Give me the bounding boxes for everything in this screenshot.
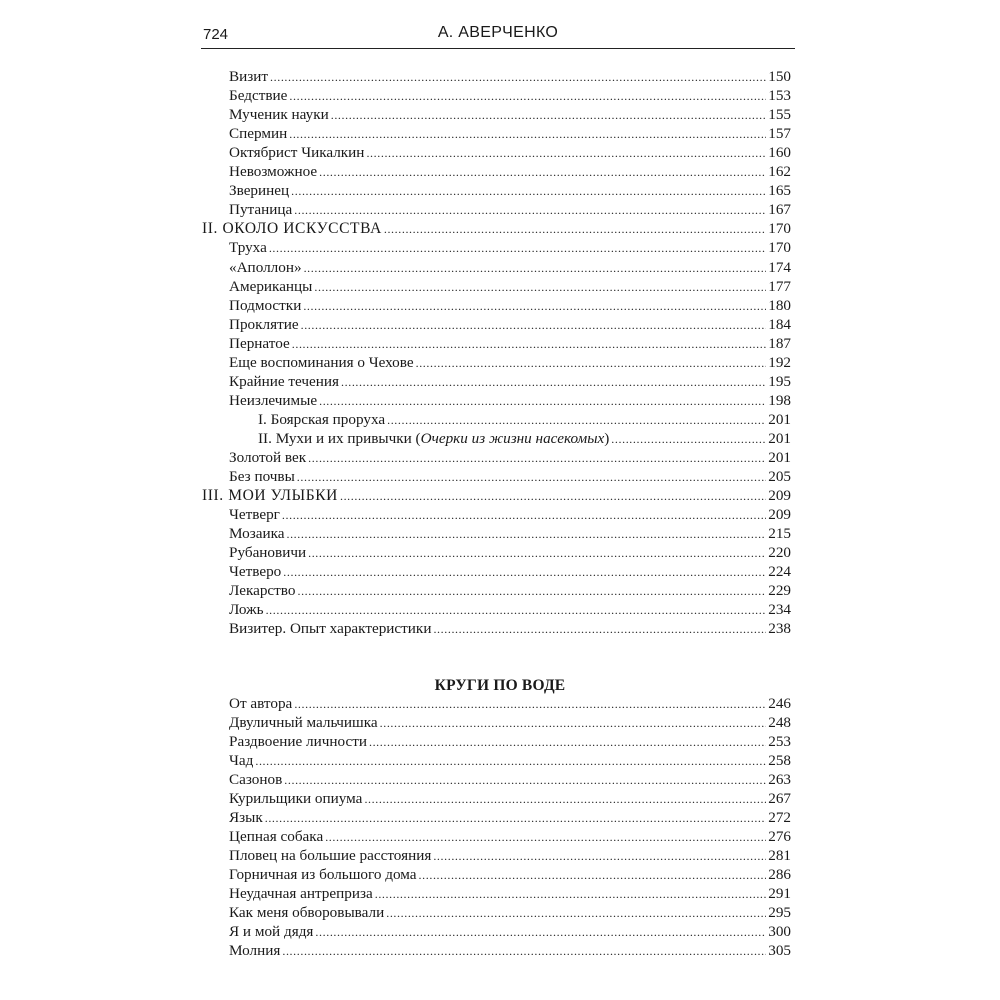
toc-page-number: 198: [768, 391, 791, 409]
toc-entry: [229, 581, 791, 601]
dot-leader: [265, 808, 767, 828]
toc-page-number: 263: [768, 771, 791, 788]
toc-entry: [229, 277, 791, 297]
toc-entry-title: Ложь: [229, 601, 264, 619]
toc-page-number: 187: [768, 334, 791, 352]
toc-entry-title: Визит: [229, 68, 269, 85]
toc-page-number: 180: [768, 296, 791, 314]
dot-leader: [325, 827, 766, 847]
toc-page-number: 276: [768, 828, 791, 845]
toc-entry: [229, 846, 791, 866]
toc-entry-title-italic: Очерки из жизни насекомых: [420, 429, 605, 447]
toc-entry: [229, 865, 791, 885]
toc-page-number: 184: [768, 315, 791, 333]
toc-entry-title: III. МОИ УЛЫБКИ: [202, 487, 338, 505]
toc-entry: [229, 713, 791, 733]
toc-page-number: 162: [768, 163, 791, 181]
dot-leader: [291, 181, 766, 201]
dot-leader: [282, 505, 766, 525]
dot-leader: [384, 219, 766, 239]
toc-entry: [229, 143, 791, 163]
toc-page-number: 165: [768, 182, 791, 200]
toc-entry-title: Бедствие: [229, 87, 288, 105]
dot-leader: [387, 410, 766, 430]
toc-entry: [229, 505, 791, 525]
toc-page-number: 209: [768, 487, 791, 505]
toc-entry-title: Двуличный мальчишка: [229, 714, 378, 731]
toc-page-number: 253: [768, 733, 791, 750]
toc-entry: [229, 200, 791, 220]
toc-page-number: 224: [768, 563, 791, 581]
toc-page-number: 195: [768, 372, 791, 390]
toc-page-number: 209: [768, 506, 791, 524]
toc-entry-title: Октябрист Чикалкин: [229, 144, 365, 162]
toc-entry-title: Подмостки: [229, 296, 302, 314]
toc-page-number: 155: [768, 106, 791, 124]
toc-entry: [229, 334, 791, 354]
dot-leader: [319, 162, 766, 182]
dot-leader: [294, 200, 766, 220]
toc-entry: [229, 884, 791, 904]
toc-page-number: 238: [768, 620, 791, 638]
toc-entry: [229, 353, 791, 373]
dot-leader: [269, 238, 766, 258]
toc-page-number: 272: [768, 809, 791, 826]
toc-entry-title: «Аполлон»: [229, 258, 302, 276]
toc-entry: [229, 86, 791, 106]
toc-entry: [229, 922, 791, 942]
toc-entry-title: Золотой век: [229, 449, 307, 466]
toc-entry: [229, 732, 791, 752]
toc-entry-title: Рубановичи: [229, 544, 307, 562]
dot-leader: [419, 865, 767, 885]
toc-entry: [229, 467, 791, 487]
toc-entry: [229, 181, 791, 201]
dot-leader: [289, 124, 766, 144]
toc-entry-title: Американцы: [229, 277, 313, 295]
toc-page-number: 170: [768, 239, 791, 257]
dot-leader: [301, 315, 767, 335]
dot-leader: [304, 258, 767, 278]
toc-entry-title: Мозаика: [229, 525, 285, 543]
toc-entry: [258, 429, 791, 449]
dot-leader: [289, 86, 766, 106]
toc-entry-title: Спермин: [229, 125, 288, 143]
dot-leader: [303, 296, 766, 316]
dot-leader: [308, 543, 766, 563]
toc-entry-title: Путаница: [229, 201, 293, 219]
toc-page-number: 201: [768, 449, 791, 466]
dot-leader: [375, 884, 766, 904]
toc-entry-title: Горничная из большого дома: [229, 866, 417, 883]
toc-page-number: 174: [768, 258, 791, 276]
toc-entry: [229, 296, 791, 316]
dot-leader: [255, 751, 766, 771]
dot-leader: [340, 486, 766, 506]
toc-entry-title: Мученик науки: [229, 106, 329, 124]
toc-entry: [229, 808, 791, 828]
toc-entry-title: Язык: [229, 809, 263, 826]
toc-section-entry: [202, 486, 791, 506]
toc-page-number: 246: [768, 695, 791, 712]
toc-entry: [229, 524, 791, 544]
page-number: 724: [203, 26, 229, 43]
toc-page-number: 295: [768, 904, 791, 921]
toc-entry: [229, 903, 791, 923]
dot-leader: [266, 600, 767, 620]
dot-leader: [319, 391, 766, 411]
toc-page-number: 160: [768, 144, 791, 162]
dot-leader: [416, 353, 767, 373]
toc-page-number: 258: [768, 752, 791, 769]
toc-entry: [229, 770, 791, 790]
toc-entry-title: I. Боярская проруха: [258, 410, 386, 428]
toc-entry-title: Неудачная антреприза: [229, 885, 373, 902]
toc-page-number: 220: [768, 544, 791, 562]
toc-entry: [229, 619, 791, 639]
toc-entry-title: Без почвы: [229, 468, 295, 486]
toc-page-number: 167: [768, 201, 791, 219]
toc-entry-title: Пловец на большие расстояния: [229, 847, 432, 864]
toc-entry-title: Как меня обворовывали: [229, 904, 385, 921]
toc-entry-title: Я и мой дядя: [229, 923, 314, 940]
dot-leader: [369, 732, 766, 752]
toc-entry: [229, 124, 791, 144]
toc-entry: [258, 410, 791, 430]
dot-leader: [611, 429, 766, 449]
dot-leader: [433, 619, 766, 639]
toc-entry-title: Проклятие: [229, 315, 299, 333]
toc-entry-title: Визитер. Опыт характеристики: [229, 620, 432, 638]
toc-page-number: 229: [768, 582, 791, 600]
toc-entry-title: Зверинец: [229, 182, 290, 200]
toc-page-number: 201: [768, 429, 791, 447]
toc-entry-title: II. Мухи и их привычки (Очерки из жизни насекомых): [258, 429, 610, 447]
toc-entry: [229, 600, 791, 620]
toc-entry: [229, 258, 791, 278]
toc-page-number: 286: [768, 866, 791, 883]
toc-entry-title: Невозможное: [229, 163, 318, 181]
toc-entry: [229, 543, 791, 563]
toc-entry: [229, 789, 791, 809]
toc-entry: [229, 372, 791, 392]
toc-entry-title: Четверг: [229, 506, 280, 524]
toc-entry: [229, 562, 791, 582]
running-title: А. АВЕРЧЕНКО: [437, 24, 559, 41]
toc-entry-title: Курильщики опиума: [229, 790, 363, 807]
dot-leader: [294, 694, 766, 714]
section-heading: КРУГИ ПО ВОДЕ: [434, 677, 566, 694]
toc-page-number: 248: [768, 714, 791, 731]
toc-page-number: 170: [768, 220, 791, 238]
dot-leader: [282, 941, 766, 961]
toc-entry-title: Крайние течения: [229, 372, 340, 390]
toc-page-number: 291: [768, 885, 791, 902]
toc-entry: [229, 751, 791, 771]
toc-entry-title: Раздвоение личности: [229, 733, 367, 750]
toc-page-number: 150: [768, 68, 791, 85]
toc-page-number: 192: [768, 353, 791, 371]
dot-leader: [386, 903, 766, 923]
toc-page-number: 153: [768, 87, 791, 105]
toc-entry-title: Пернатое: [229, 334, 290, 352]
toc-entry: [229, 694, 791, 714]
toc-entry: [229, 67, 791, 87]
dot-leader: [283, 562, 766, 582]
dot-leader: [366, 143, 766, 163]
toc-entry-title: Неизлечимые: [229, 391, 318, 409]
toc-page-number: 234: [768, 601, 791, 619]
toc-entry: [229, 315, 791, 335]
dot-leader: [292, 334, 766, 354]
toc-page-number: 177: [768, 277, 791, 295]
toc-entry-title: II. ОКОЛО ИСКУССТВА: [202, 220, 382, 238]
toc-entry-title: Труха: [229, 239, 267, 257]
dot-leader: [331, 105, 766, 125]
page-header: [201, 22, 795, 49]
toc-page-number: 201: [768, 410, 791, 428]
toc-entry-title: Цепная собака: [229, 828, 324, 845]
dot-leader: [297, 581, 766, 601]
toc-section-entry: [202, 219, 791, 239]
toc-entry: [229, 105, 791, 125]
toc-page-number: 305: [768, 942, 791, 959]
toc-page-number: 215: [768, 525, 791, 543]
toc-entry-title: Сазонов: [229, 771, 283, 788]
toc-entry: [229, 238, 791, 258]
dot-leader: [297, 467, 766, 487]
toc-entry-title: Молния: [229, 942, 281, 959]
toc-entry: [229, 391, 791, 411]
dot-leader: [286, 524, 766, 544]
toc-entry: [229, 448, 791, 468]
toc-page-number: 157: [768, 125, 791, 143]
dot-leader: [433, 846, 766, 866]
toc-page-number: 300: [768, 923, 791, 940]
dot-leader: [308, 448, 766, 468]
dot-leader: [380, 713, 767, 733]
toc-entry: [229, 162, 791, 182]
toc-page-number: 205: [768, 468, 791, 486]
dot-leader: [364, 789, 766, 809]
toc-entry: [229, 827, 791, 847]
toc-entry-title: Чад: [229, 752, 254, 769]
toc-page-number: 267: [768, 790, 791, 807]
dot-leader: [270, 67, 766, 87]
dot-leader: [284, 770, 766, 790]
toc-entry-title: Еще воспоминания о Чехове: [229, 353, 414, 371]
dot-leader: [315, 922, 766, 942]
toc-entry-title: Четверо: [229, 563, 282, 581]
dot-leader: [314, 277, 766, 297]
toc-entry-title: Лекарство: [229, 582, 296, 600]
toc-page-number: 281: [768, 847, 791, 864]
toc-entry: [229, 941, 791, 961]
toc-entry-title: От автора: [229, 695, 293, 712]
dot-leader: [341, 372, 766, 392]
